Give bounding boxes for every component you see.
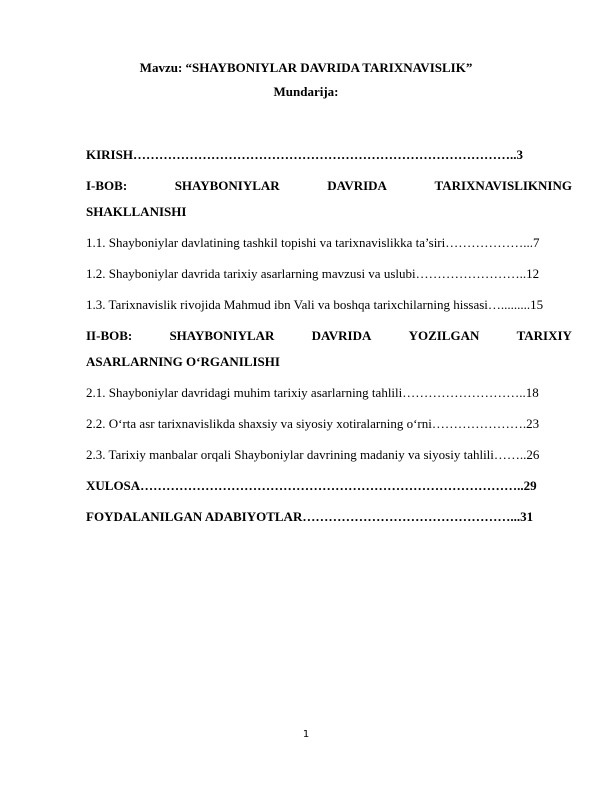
toc-chapter1-word: SHAYBONIYLAR xyxy=(174,178,280,193)
toc-chapter1-word: I-BOB: xyxy=(86,178,128,193)
toc-chapter2-heading-line2: ASARLARNING O‘RGANILISHI xyxy=(86,354,280,369)
toc-chapter2-word: TARIXIY xyxy=(516,328,572,343)
toc-chapter2-word: II-BOB: xyxy=(86,328,133,343)
toc-chapter2-word: YOZILGAN xyxy=(408,328,480,343)
toc-entry-1-1: 1.1. Shayboniylar davlatining tashkil topishi va tarixnavislikka ta’siri………………...7 xyxy=(86,235,540,250)
toc-entry-2-3: 2.3. Tarixiy manbalar orqali Shayboniylar davrining madaniy va siyosiy tahlili……..26 xyxy=(86,447,540,462)
toc-chapter2-heading xyxy=(86,328,572,344)
toc-entry-xulosa: XULOSA……………………………………………………………………………..29 xyxy=(86,478,537,493)
document-title: Mavzu: “SHAYBONIYLAR DAVRIDA TARIXNAVISLIK” xyxy=(139,60,473,75)
toc-chapter1-heading xyxy=(86,178,572,194)
toc-entry-1-2: 1.2. Shayboniylar davrida tarixiy asarlarning mavzusi va uslubi……………………..12 xyxy=(86,266,540,281)
toc-chapter1-word: TARIXNAVISLIKNING xyxy=(434,178,572,193)
page-number: 1 xyxy=(302,729,310,740)
toc-entry-2-1: 2.1. Shayboniylar davridagi muhim tarixiy asarlarning tahlili………………………..18 xyxy=(86,385,539,400)
toc-entry-foydalanilgan-adabiyotlar: FOYDALANILGAN ADABIYOTLAR…………………………………………...31 xyxy=(86,509,534,524)
toc-chapter1-word: DAVRIDA xyxy=(327,178,387,193)
toc-entry-kirish: KIRISH……………………………………………………………………………..3 xyxy=(86,147,523,162)
toc-chapter1-heading-line2: SHAKLLANISHI xyxy=(86,204,187,219)
toc-entry-2-2: 2.2. O‘rta asr tarixnavislikda shaxsiy va siyosiy xotiralarning o‘rni………………….23 xyxy=(86,416,540,431)
toc-chapter2-word: SHAYBONIYLAR xyxy=(169,328,275,343)
toc-entry-1-3: 1.3. Tarixnavislik rivojida Mahmud ibn Vali va boshqa tarixchilarning hissasi….........15 xyxy=(86,297,544,312)
contents-heading: Mundarija: xyxy=(273,84,339,99)
toc-chapter2-word: DAVRIDA xyxy=(311,328,372,343)
